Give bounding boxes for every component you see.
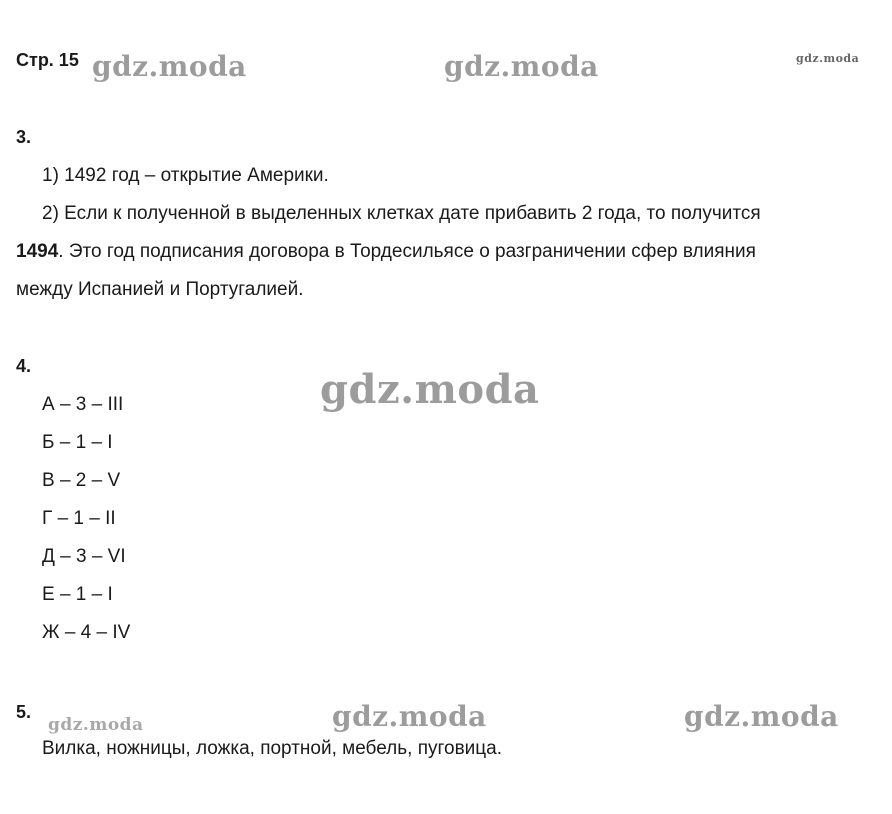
watermark: gdz.moda (444, 50, 599, 83)
answer-line: В – 2 – V (42, 470, 121, 491)
task3-item2-line3: между Испанией и Португалией. (16, 279, 304, 300)
task-number: 3. (16, 127, 32, 147)
watermark: gdz.moda (92, 50, 247, 83)
task-number: 5. (16, 702, 32, 722)
answer-line: Г – 1 – II (42, 508, 116, 529)
answer-line: А – 3 – III (42, 394, 124, 415)
task3-item2-line1: 2) Если к полученной в выделенных клетках дате прибавить 2 года, то получится (42, 203, 761, 224)
task3-item2-line2-text: . Это год подписания договора в Тордесильясе о разграничении сфер влияния (58, 241, 756, 262)
watermark: gdz.moda (796, 52, 860, 65)
watermark: gdz.moda (684, 700, 839, 733)
task5-answer: Вилка, ножницы, ложка, портной, мебель, пуговица. (42, 738, 503, 759)
answer-line: Ж – 4 – IV (42, 622, 131, 643)
highlight-year: 1494 (16, 241, 59, 262)
page-label: Стр. 15 (16, 50, 79, 70)
watermark: gdz.moda (332, 700, 487, 733)
answer-line: Е – 1 – I (42, 584, 113, 605)
task3-item2-line2 (16, 233, 756, 271)
answer-line: Д – 3 – VI (42, 546, 126, 567)
watermark: gdz.moda (48, 715, 144, 735)
task3-item1: 1) 1492 год – открытие Америки. (42, 165, 329, 186)
task-number: 4. (16, 356, 32, 376)
watermark: gdz.moda (320, 366, 540, 413)
answer-line: Б – 1 – I (42, 432, 113, 453)
